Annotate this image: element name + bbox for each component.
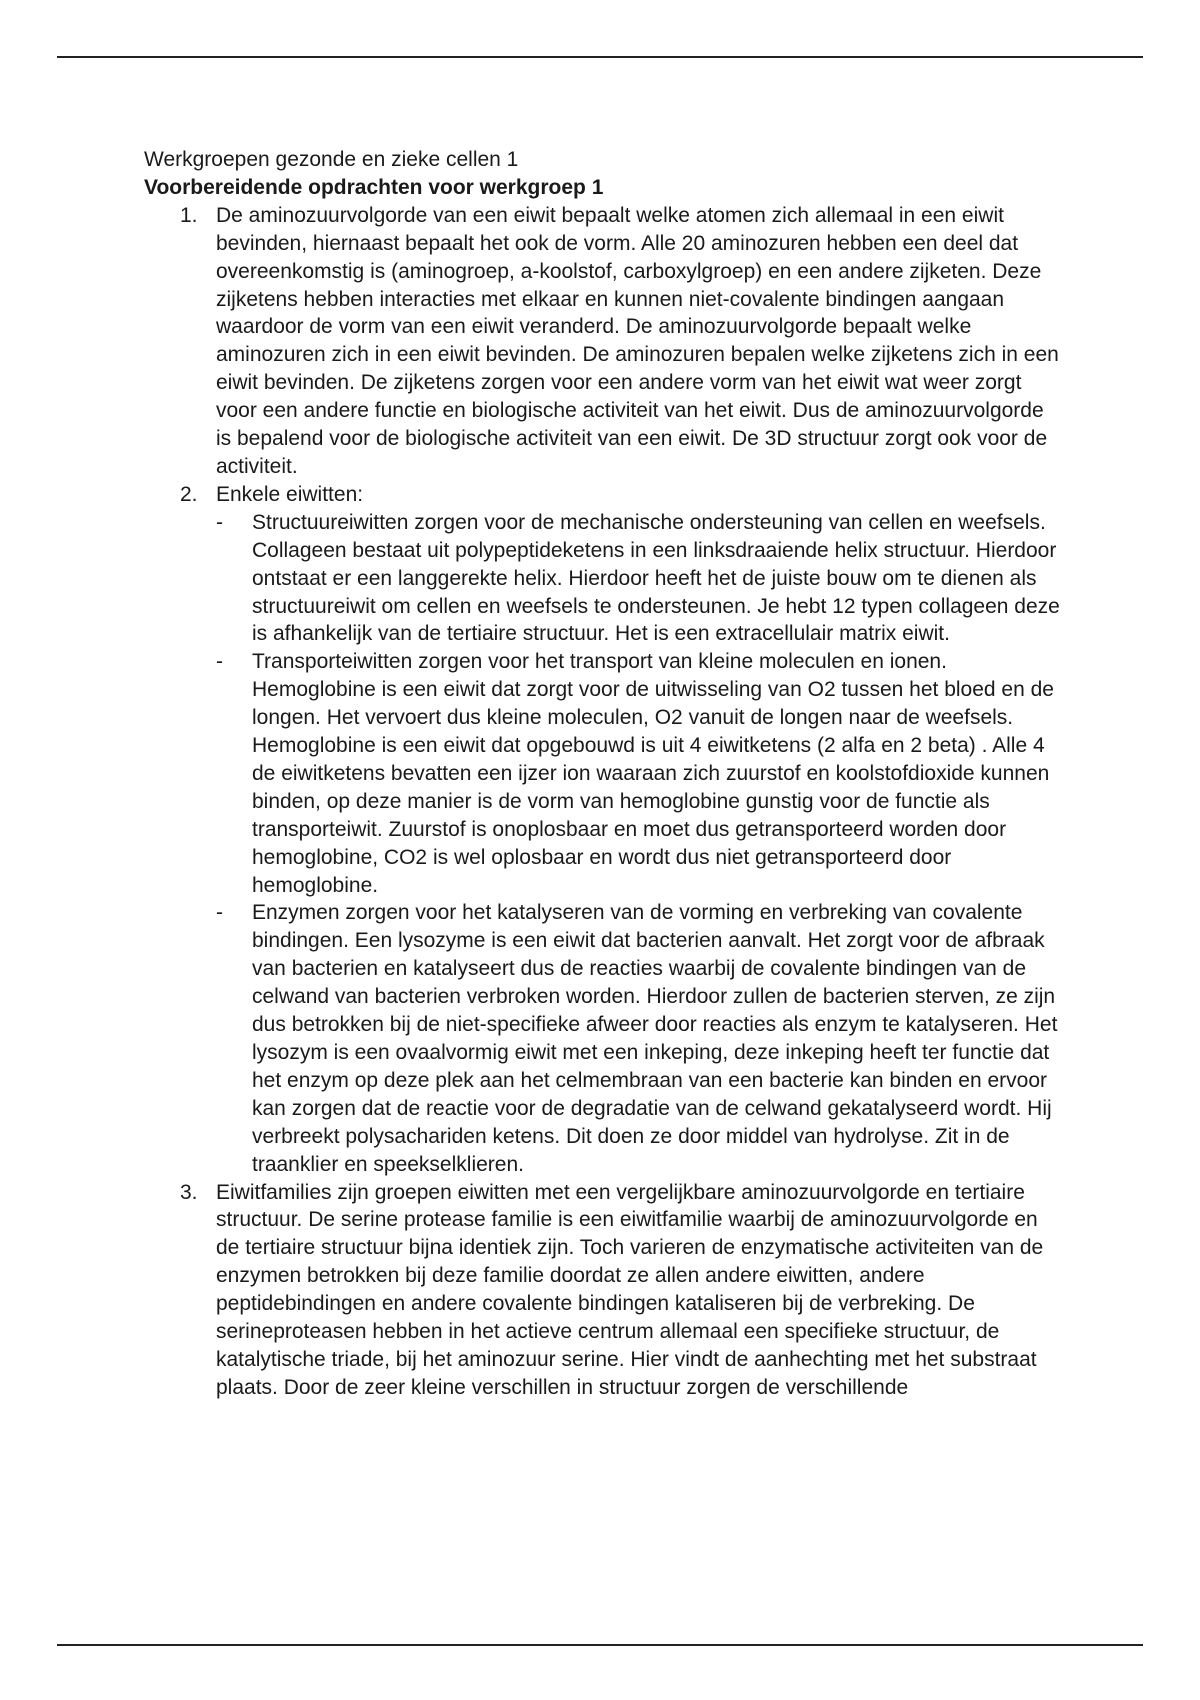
document-body: [144, 146, 1064, 1402]
list-item: [144, 509, 1064, 649]
list-item: [144, 899, 1064, 1178]
list-item-text: Enzymen zorgen voor het katalyseren van de vorming en verbreking van covalente bindingen. Een lysozyme is een eiwit dat bacterien aanvalt. Het zorgt voor de afbraak van bacterien en katalyseert dus de reacties waarbij de covalente bindingen van de celwand van bacterien verbroken worden. Hierdoor zullen de bacterien sterven, ze zijn dus betrokken bij de niet-specifieke afweer door reacties als enzym te katalyseren. Het lysozym is een ovaalvormig eiwit met een inkeping, deze inkeping heeft ter functie dat het enzym op deze plek aan het celmembraan van een bacterie kan binden en ervoor kan zorgen dat de reactie voor de degradatie van de celwand gekatalyseerd wordt. Hij verbreekt polysachariden ketens. Dit doen ze door middel van hydrolyse. Zit in de traanklier en speekselklieren.: [252, 901, 1058, 1176]
question-1: [144, 202, 1064, 481]
question-number: 2.: [180, 482, 198, 506]
document-title: Werkgroepen gezonde en zieke cellen 1: [144, 148, 519, 171]
question-number: 3.: [180, 1180, 198, 1204]
list-bullet: -: [216, 901, 223, 925]
question-text: Enkele eiwitten:: [216, 482, 364, 506]
list-bullet: -: [216, 510, 223, 534]
list-item-text: Transporteiwitten zorgen voor het transport van kleine moleculen en ionen. Hemoglobine is een eiwit dat zorgt voor de uitwisseling van O2 tussen het bloed en de longen. Het vervoert dus kleine moleculen, O2 vanuit de longen naar de weefsels. Hemoglobine is een eiwit dat opgebouwd is uit 4 eiwitketens (2 alfa en 2 beta) . Alle 4 de eiwitketens bevatten een ijzer ion waaraan zich zuurstof en koolstofdioxide kunnen binden, op deze manier is de vorm van hemoglobine gunstig voor de functie als transporteiwit. Zuurstof is onoplosbaar en moet dus getransporteerd worden door hemoglobine, CO2 is wel oplosbaar en wordt dus niet getransporteerd door hemoglobine.: [252, 650, 1054, 897]
question-text: De aminozuurvolgorde van een eiwit bepaalt welke atomen zich allemaal in een eiwit bevinden, hiernaast bepaalt het ook de vorm. Alle 20 aminozuren hebben een deel dat overeenkomstig is (aminogroep, a-koolstof, carboxylgroep) en een andere zijketen. Deze zijketens hebben interacties met elkaar en kunnen niet-covalente bindingen aangaan waardoor de vorm van een eiwit veranderd. De aminozuurvolgorde bepaalt welke aminozuren zich in een eiwit bevinden. De aminozuren bepalen welke zijketens zich in een eiwit bevinden. De zijketens zorgen voor een andere vorm van het eiwit wat weer zorgt voor een andere functie en biologische activiteit van het eiwit. Dus de aminozuurvolgorde is bepalend voor de biologische activiteit van een eiwit. De 3D structuur zorgt ook voor de activiteit.: [216, 203, 1059, 478]
list-bullet: -: [216, 650, 223, 674]
question-2: [144, 481, 1064, 509]
list-item: [144, 648, 1064, 899]
page-bottom-rule: [57, 1644, 1143, 1646]
question-text: Eiwitfamilies zijn groepen eiwitten met een vergelijkbare aminozuurvolgorde en tertiaire structuur. De serine protease familie is een eiwitfamilie waarbij de aminozuurvolgorde en de tertiaire structuur bijna identiek zijn. Toch varieren de enzymatische activiteiten van de enzymen betrokken bij deze familie doordat ze allen andere eiwitten, andere peptidebindingen en andere covalente bindingen kataliseren bij de verbreking. De serineproteasen hebben in het actieve centrum allemaal een specifieke structuur, de katalytische triade, bij het aminozuur serine. Hier vindt de aanhechting met het substraat plaats. Door de zeer kleine verschillen in structuur zorgen de verschillende: [216, 1180, 1044, 1399]
question-number: 1.: [180, 203, 198, 227]
page-top-rule: [57, 56, 1143, 58]
list-item-text: Structuureiwitten zorgen voor de mechanische ondersteuning van cellen en weefsels. Collageen bestaat uit polypeptideketens in een linksdraaiende helix structuur. Hierdoor ontstaat er een langgerekte helix. Hierdoor heeft het de juiste bouw om te dienen als structuureiwit om cellen en weefsels te ondersteunen. Je hebt 12 typen collageen deze is afhankelijk van de tertiaire structuur. Het is een extracellulair matrix eiwit.: [252, 510, 1060, 646]
question-3: [144, 1179, 1064, 1402]
document-subtitle: Voorbereidende opdrachten voor werkgroep 1: [144, 175, 604, 199]
